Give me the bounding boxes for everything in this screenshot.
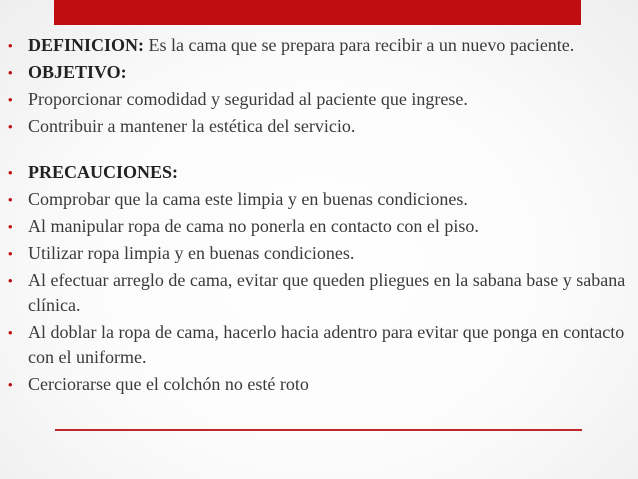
footer-accent-line	[55, 429, 582, 431]
top-accent-band	[54, 0, 581, 25]
bullet-precaucion-6: • Cerciorarse que el colchón no esté roto	[8, 372, 633, 397]
bullet-icon: •	[8, 246, 13, 261]
bullet-icon: •	[8, 65, 13, 80]
bullet-objetivo-heading: • OBJETIVO:	[8, 60, 633, 85]
bullet-icon: •	[8, 273, 13, 288]
slide-content	[8, 33, 633, 397]
bullet-icon: •	[8, 192, 13, 207]
bullet-icon: •	[8, 165, 13, 180]
bullet-precaucion-2: • Al manipular ropa de cama no ponerla en contacto con el piso.	[8, 214, 633, 239]
bullet-definicion: • DEFINICION: Es la cama que se prepara para recibir a un nuevo paciente.	[8, 33, 633, 58]
bullet-precaucion-1: • Comprobar que la cama este limpia y en buenas condiciones.	[8, 187, 633, 212]
bullet-precauciones-heading: • PRECAUCIONES:	[8, 160, 633, 185]
bullet-icon: •	[8, 377, 13, 392]
bullet-objetivo-1: • Proporcionar comodidad y seguridad al paciente que ingrese.	[8, 87, 633, 112]
bullet-icon: •	[8, 92, 13, 107]
bullet-objetivo-2: • Contribuir a mantener la estética del servicio.	[8, 114, 633, 139]
bullet-precaucion-4: • Al efectuar arreglo de cama, evitar que queden pliegues en la sabana base y sabana clínica.	[8, 270, 626, 315]
bullet-icon: •	[8, 119, 13, 134]
bullet-precaucion-5: • Al doblar la ropa de cama, hacerlo hacia adentro para evitar que ponga en contacto con el uniforme.	[8, 322, 625, 367]
bullet-icon: •	[8, 325, 13, 340]
bullet-icon: •	[8, 219, 13, 234]
bullet-icon: •	[8, 38, 13, 53]
bullet-precaucion-3: • Utilizar ropa limpia y en buenas condiciones.	[8, 241, 633, 266]
